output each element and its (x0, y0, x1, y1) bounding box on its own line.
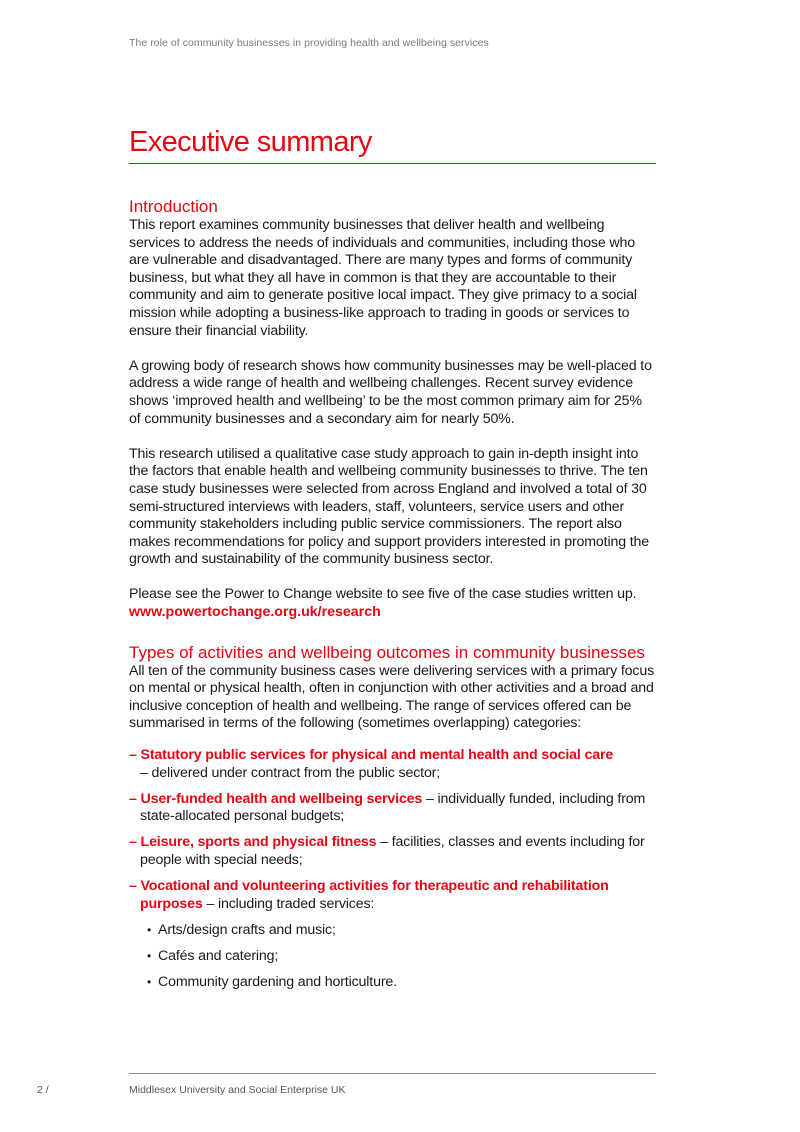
category-title: Statutory public services for physical and mental health and social care (140, 747, 614, 764)
intro-paragraph-1: This report examines community businesses that deliver health and wellbeing services to address the needs of individuals and communities, including those who are vulnerable and disadvantaged. There are many types and forms of community business, but what they all have in common is that they are accountable to their community and aim to generate positive local impact. They give primacy to a social mission while adopting a business-like approach to trading in goods or services to ensure their financial viability. (129, 217, 637, 339)
traded-services-list (140, 922, 656, 992)
activities-section (129, 643, 656, 992)
introduction-section (129, 197, 656, 622)
category-item-leisure (129, 834, 656, 869)
category-title: User-funded health and wellbeing services (140, 790, 423, 807)
section-heading-activities: Types of activities and wellbeing outcomes in community businesses (129, 642, 645, 662)
section-heading-introduction: Introduction (129, 197, 218, 216)
dash-marker: – (129, 747, 137, 764)
intro-paragraph-2: A growing body of research shows how community businesses may be well-placed to address a wide range of health and wellbeing challenges. Recent survey evidence shows ‘improved health and wellbeing’ to be the most common primary aim for 25% of community businesses and a secondary aim for nearly 50%. (129, 357, 652, 427)
sub-item-gardening: • Community gardening and horticulture. (147, 973, 397, 990)
page-number: 2 / (37, 1084, 49, 1096)
category-description: – individually funded, including from state-allocated personal budgets; (140, 790, 646, 825)
category-description: – delivered under contract from the public sector; (140, 764, 441, 781)
category-title: Leisure, sports and physical fitness (140, 834, 377, 851)
dash-marker: – (129, 790, 137, 807)
dash-marker: – (129, 878, 137, 895)
intro-paragraph-3: This research utilised a qualitative case study approach to gain in-depth insight into the factors that enable health and wellbeing community businesses to thrive. The ten case study businesses were selected from across England and involved a total of 30 semi-structured interviews with leaders, staff, volunteers, service users and other community stakeholders including public service commissioners. The report also makes recommendations for policy and support providers interested in promoting the growth and sustainability of the community business sector. (129, 445, 650, 568)
sub-item-arts: • Arts/design crafts and music; (147, 921, 336, 938)
bullet-icon: • (147, 974, 152, 989)
category-description: – facilities, classes and events including for people with special needs; (140, 834, 645, 868)
running-header: The role of community businesses in providing health and wellbeing services (129, 37, 489, 49)
category-item-statutory (129, 747, 656, 782)
category-item-vocational (129, 878, 656, 991)
bullet-icon: • (147, 922, 152, 937)
page-title: Executive summary (129, 124, 656, 164)
footer-divider (129, 1073, 656, 1074)
category-item-user-funded (129, 791, 656, 826)
bullet-icon: • (147, 948, 152, 963)
sub-item-cafes: • Cafés and catering; (147, 947, 279, 964)
dash-marker: – (129, 834, 137, 851)
intro-paragraph-4: Please see the Power to Change website to see five of the case studies written up. (129, 586, 637, 603)
research-link[interactable]: www.powertochange.org.uk/research (129, 604, 381, 621)
page-content (129, 124, 656, 1000)
category-description: – including traded services: (202, 895, 375, 912)
category-title: Vocational and volunteering activities for therapeutic and rehabilitation purposes (140, 878, 609, 912)
footer-text: Middlesex University and Social Enterprise UK (129, 1084, 346, 1096)
category-list (129, 747, 656, 992)
activities-intro: All ten of the community business cases were delivering services with a primary focus on mental or physical health, often in conjunction with other activities and a broad and inclusive conception of health and wellbeing. The range of services offered can be summarised in terms of the following (sometimes overlapping) categories: (129, 662, 655, 732)
